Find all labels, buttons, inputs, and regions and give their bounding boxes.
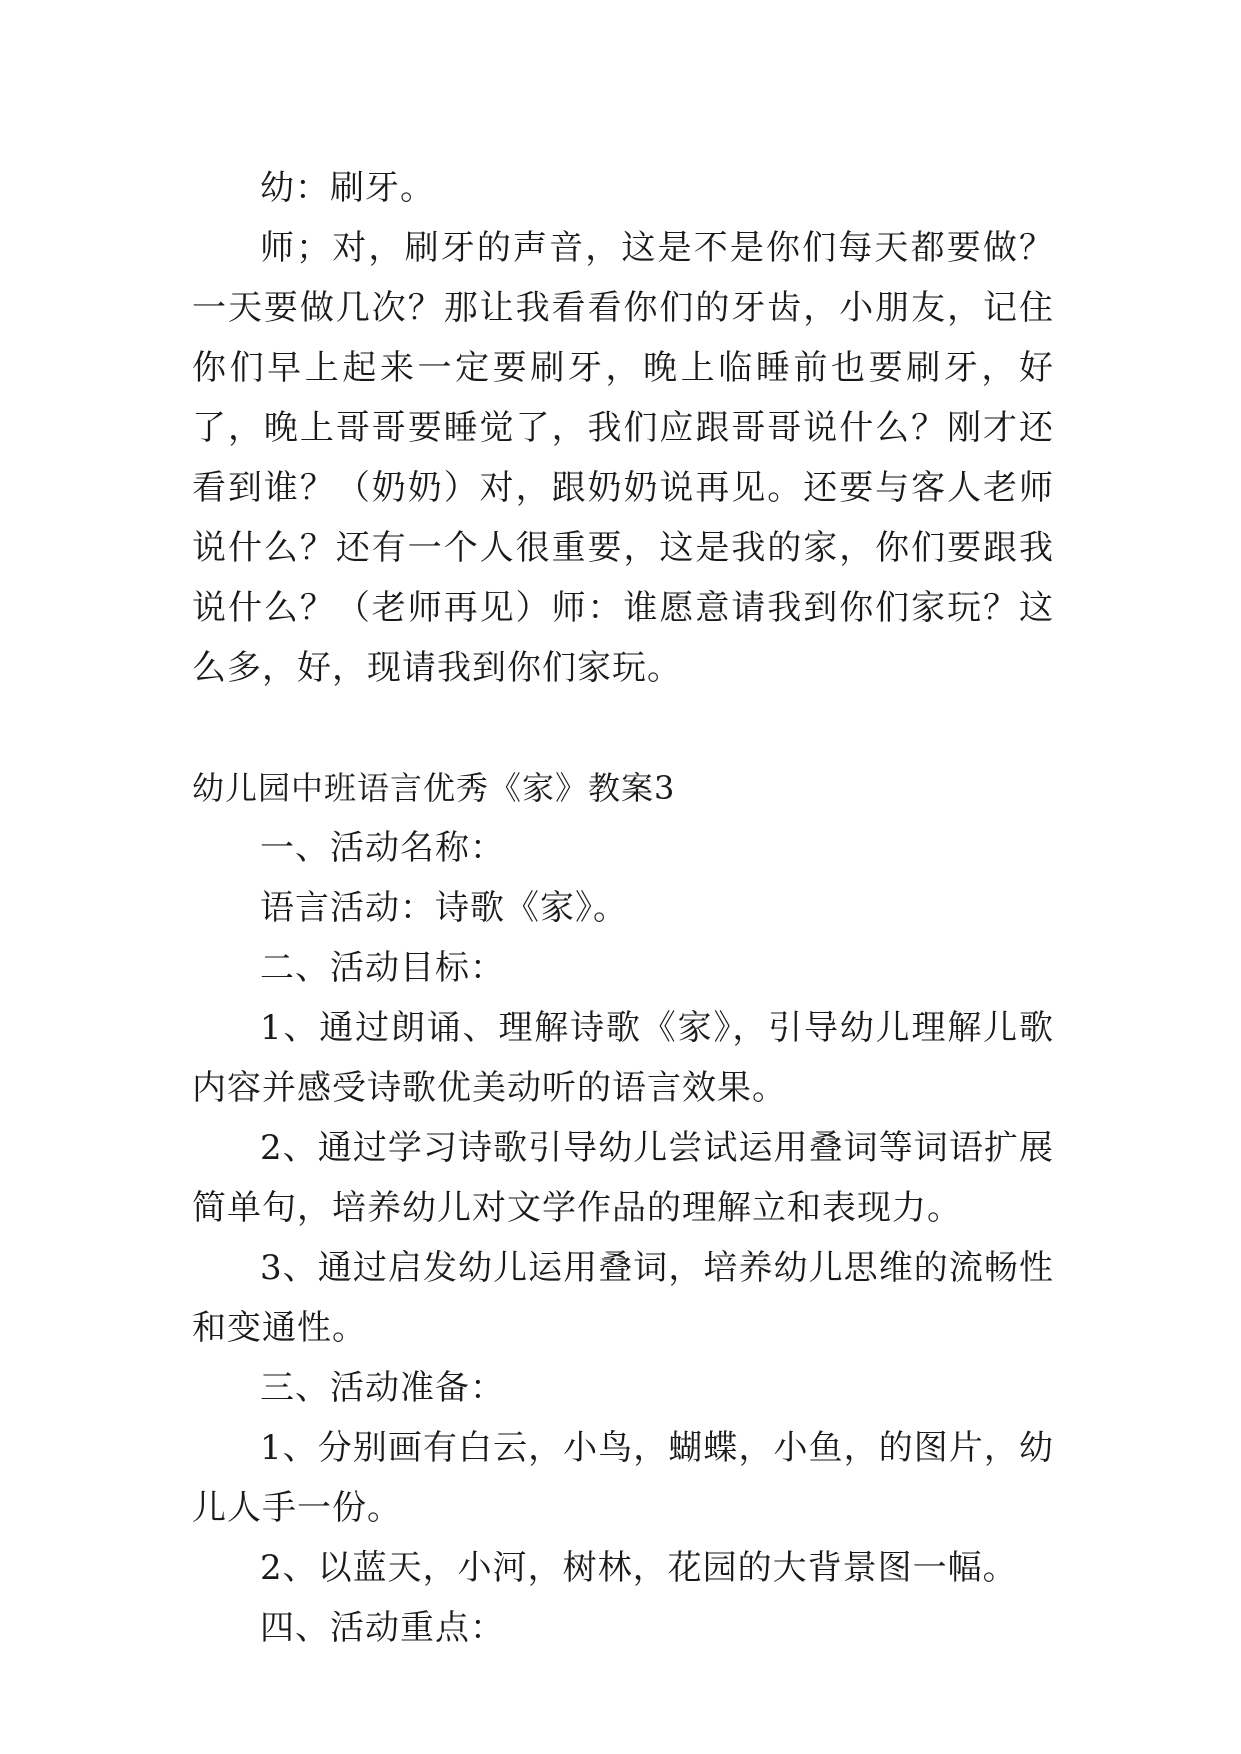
paragraph-goal-1: 1、通过朗诵、理解诗歌《家》，引导幼儿理解儿歌内容并感受诗歌优美动听的语言效果。 — [192, 1008, 1054, 1108]
section-title: 幼儿园中班语言优秀《家》教案3 — [192, 769, 676, 807]
paragraph-activity-name: 语言活动：诗歌《家》。 — [260, 888, 628, 928]
heading-activity-focus: 四、活动重点： — [260, 1608, 505, 1648]
paragraph-answer: 幼：刷牙。 — [260, 168, 435, 208]
document-page — [192, 158, 1054, 1658]
paragraph-goal-3: 3、通过启发幼儿运用叠词，培养幼儿思维的流畅性和变通性。 — [192, 1248, 1054, 1348]
heading-activity-name: 一、活动名称： — [260, 828, 505, 868]
heading-activity-preparation: 三、活动准备： — [260, 1368, 505, 1408]
paragraph-goal-2: 2、通过学习诗歌引导幼儿尝试运用叠词等词语扩展简单句，培养幼儿对文学作品的理解立和表现力。 — [192, 1128, 1054, 1228]
paragraph-preparation-1: 1、分别画有白云，小鸟，蝴蝶，小鱼，的图片，幼儿人手一份。 — [192, 1428, 1054, 1528]
heading-activity-goals: 二、活动目标： — [260, 948, 505, 988]
paragraph-teacher-dialogue: 师；对，刷牙的声音，这是不是你们每天都要做？一天要做几次？那让我看看你们的牙齿，小朋友，记住你们早上起来一定要刷牙，晚上临睡前也要刷牙，好了，晚上哥哥要睡觉了，我们应跟哥哥说什么？刚才还看到谁？（奶奶）对，跟奶奶说再见。还要与客人老师说什么？还有一个人很重要，这是我的家，你们要跟我说什么？（老师再见）师：谁愿意请我到你们家玩？这么多，好，现请我到你们家玩。 — [192, 228, 1054, 688]
paragraph-preparation-2: 2、以蓝天，小河，树林，花园的大背景图一幅。 — [260, 1548, 1018, 1588]
